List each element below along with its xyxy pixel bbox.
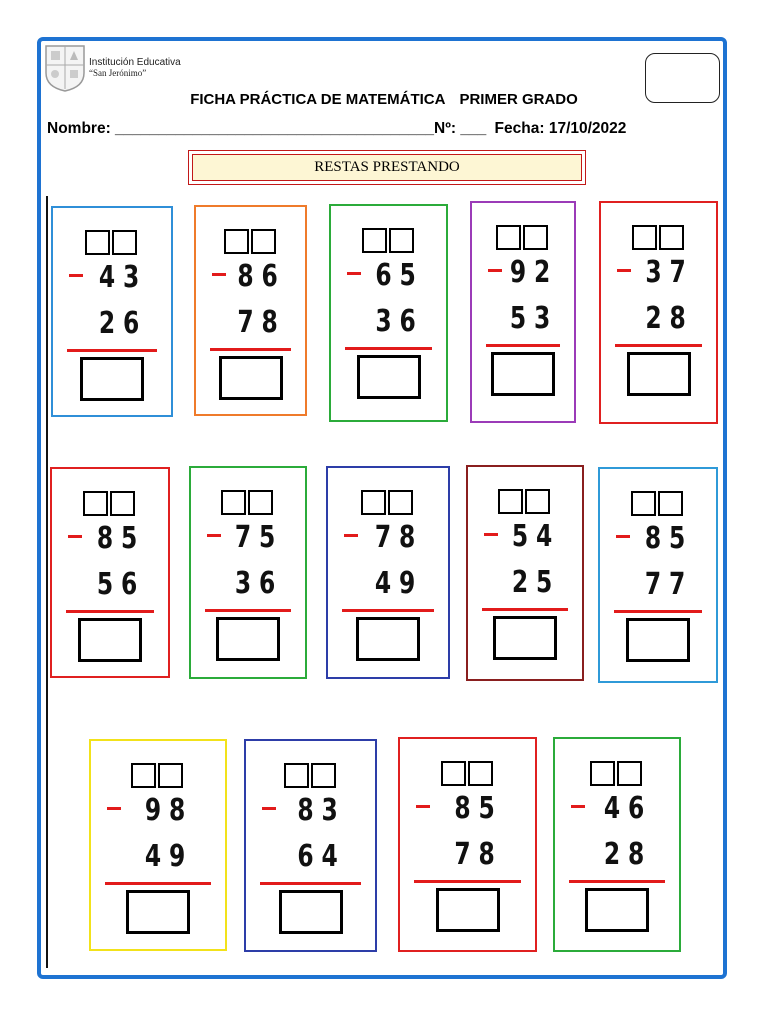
borrow-box[interactable] bbox=[224, 229, 249, 254]
borrow-box[interactable] bbox=[496, 225, 521, 250]
borrow-box[interactable] bbox=[362, 228, 387, 253]
minus-sign-icon bbox=[69, 274, 83, 277]
minuend: 85 bbox=[96, 521, 146, 556]
answer-box[interactable] bbox=[585, 888, 649, 932]
worksheet-subtitle: RESTAS PRESTANDO bbox=[192, 154, 582, 181]
borrow-boxes bbox=[361, 490, 415, 515]
borrow-box[interactable] bbox=[158, 763, 183, 788]
borrow-box[interactable] bbox=[284, 763, 309, 788]
subtrahend: 28 bbox=[645, 301, 694, 336]
borrow-box[interactable] bbox=[248, 490, 273, 515]
borrow-box[interactable] bbox=[389, 228, 414, 253]
borrow-box[interactable] bbox=[631, 491, 656, 516]
minus-sign-icon bbox=[344, 534, 358, 537]
subtrahend: 49 bbox=[374, 566, 424, 601]
subtrahend: 28 bbox=[603, 837, 653, 872]
borrow-box[interactable] bbox=[251, 229, 276, 254]
answer-box[interactable] bbox=[219, 356, 283, 400]
borrow-box[interactable] bbox=[617, 761, 642, 786]
borrow-box[interactable] bbox=[658, 491, 683, 516]
subtrahend: 77 bbox=[644, 567, 694, 602]
exercise-card bbox=[599, 201, 718, 424]
date-label: Fecha: bbox=[494, 120, 545, 137]
subtrahend: 36 bbox=[234, 566, 284, 601]
answer-box[interactable] bbox=[627, 352, 691, 396]
answer-box[interactable] bbox=[78, 618, 142, 662]
subtrahend: 49 bbox=[144, 839, 194, 874]
minuend: 83 bbox=[297, 793, 346, 828]
borrow-box[interactable] bbox=[85, 230, 110, 255]
exercise-card bbox=[51, 206, 173, 417]
borrow-boxes bbox=[221, 490, 275, 515]
subtrahend: 56 bbox=[96, 567, 146, 602]
result-line bbox=[260, 882, 361, 885]
subtrahend: 78 bbox=[237, 305, 286, 340]
borrow-boxes bbox=[83, 491, 137, 516]
result-line bbox=[342, 609, 434, 612]
answer-box[interactable] bbox=[356, 617, 420, 661]
minus-sign-icon bbox=[416, 805, 430, 808]
borrow-box[interactable] bbox=[525, 489, 550, 514]
grade-text: PRIMER GRADO bbox=[459, 91, 578, 108]
answer-box[interactable] bbox=[436, 888, 500, 932]
borrow-box[interactable] bbox=[441, 761, 466, 786]
minuend: 46 bbox=[603, 791, 653, 826]
exercise-card bbox=[470, 201, 576, 423]
name-label: Nombre: bbox=[47, 120, 111, 137]
exercise-card bbox=[326, 466, 450, 679]
borrow-boxes bbox=[362, 228, 416, 253]
answer-box[interactable] bbox=[279, 890, 343, 934]
borrow-boxes bbox=[498, 489, 552, 514]
exercise-card bbox=[89, 739, 227, 951]
minus-sign-icon bbox=[68, 535, 82, 538]
minuend: 43 bbox=[98, 260, 148, 295]
exercise-card bbox=[553, 737, 681, 952]
title-text: FICHA PRÁCTICA DE MATEMÁTICA bbox=[190, 91, 446, 108]
borrow-box[interactable] bbox=[361, 490, 386, 515]
student-info-line bbox=[47, 120, 727, 138]
minuend: 75 bbox=[234, 520, 284, 555]
borrow-box[interactable] bbox=[110, 491, 135, 516]
borrow-boxes bbox=[85, 230, 139, 255]
minuend: 86 bbox=[237, 259, 286, 294]
minuend: 85 bbox=[644, 521, 694, 556]
margin-rule bbox=[46, 196, 48, 968]
exercise-card bbox=[189, 466, 307, 679]
exercise-card bbox=[598, 467, 718, 683]
number-label: Nº: bbox=[434, 120, 457, 137]
minus-sign-icon bbox=[207, 534, 221, 537]
exercise-card bbox=[466, 465, 584, 681]
subtrahend: 36 bbox=[375, 304, 424, 339]
borrow-boxes bbox=[441, 761, 495, 786]
number-field[interactable]: ___ bbox=[460, 120, 487, 137]
result-line bbox=[614, 610, 702, 613]
minus-sign-icon bbox=[212, 273, 226, 276]
borrow-boxes bbox=[496, 225, 550, 250]
institution-name bbox=[89, 57, 181, 79]
answer-box[interactable] bbox=[126, 890, 190, 934]
borrow-boxes bbox=[284, 763, 338, 788]
borrow-box[interactable] bbox=[221, 490, 246, 515]
result-line bbox=[67, 349, 157, 352]
borrow-box[interactable] bbox=[83, 491, 108, 516]
subtrahend: 64 bbox=[297, 839, 346, 874]
minuend: 78 bbox=[374, 520, 424, 555]
exercise-card bbox=[329, 204, 448, 422]
result-line bbox=[486, 344, 560, 347]
borrow-boxes bbox=[224, 229, 278, 254]
minuend: 85 bbox=[454, 791, 503, 826]
exercise-card bbox=[194, 205, 307, 416]
institution-line1: Institución Educativa bbox=[89, 57, 181, 68]
exercise-card bbox=[244, 739, 377, 952]
borrow-boxes bbox=[590, 761, 644, 786]
minus-sign-icon bbox=[262, 807, 276, 810]
exercise-card bbox=[50, 467, 170, 678]
borrow-box[interactable] bbox=[632, 225, 657, 250]
minuend: 37 bbox=[645, 255, 694, 290]
borrow-boxes bbox=[131, 763, 185, 788]
minus-sign-icon bbox=[107, 807, 121, 810]
page-title bbox=[0, 91, 768, 108]
minuend: 98 bbox=[144, 793, 194, 828]
exercise-card bbox=[398, 737, 537, 952]
minuend: 54 bbox=[511, 519, 561, 554]
minus-sign-icon bbox=[616, 535, 630, 538]
result-line bbox=[482, 608, 568, 611]
school-crest-icon bbox=[43, 43, 87, 93]
subtrahend: 26 bbox=[98, 306, 148, 341]
minus-sign-icon bbox=[571, 805, 585, 808]
borrow-box[interactable] bbox=[498, 489, 523, 514]
minuend: 92 bbox=[509, 255, 559, 290]
date-value: 17/10/2022 bbox=[548, 120, 627, 137]
answer-box[interactable] bbox=[216, 617, 280, 661]
subtrahend: 53 bbox=[509, 301, 559, 336]
borrow-box[interactable] bbox=[112, 230, 137, 255]
answer-box[interactable] bbox=[491, 352, 555, 396]
worksheet-subtitle-banner bbox=[188, 150, 586, 185]
subtrahend: 25 bbox=[511, 565, 561, 600]
minus-sign-icon bbox=[617, 269, 631, 272]
minus-sign-icon bbox=[488, 269, 502, 272]
minuend: 65 bbox=[375, 258, 424, 293]
name-field[interactable]: _____________________________________ bbox=[115, 120, 435, 137]
borrow-boxes bbox=[632, 225, 686, 250]
minus-sign-icon bbox=[484, 533, 498, 536]
institution-line2: “San Jerónimo” bbox=[89, 68, 147, 78]
result-line bbox=[66, 610, 154, 613]
borrow-box[interactable] bbox=[131, 763, 156, 788]
answer-box[interactable] bbox=[357, 355, 421, 399]
subtrahend: 78 bbox=[454, 837, 503, 872]
answer-box[interactable] bbox=[493, 616, 557, 660]
borrow-box[interactable] bbox=[388, 490, 413, 515]
result-line bbox=[205, 609, 291, 612]
result-line bbox=[615, 344, 702, 347]
borrow-box[interactable] bbox=[590, 761, 615, 786]
borrow-box[interactable] bbox=[311, 763, 336, 788]
borrow-box[interactable] bbox=[468, 761, 493, 786]
result-line bbox=[210, 348, 291, 351]
result-line bbox=[414, 880, 521, 883]
borrow-boxes bbox=[631, 491, 685, 516]
borrow-box[interactable] bbox=[659, 225, 684, 250]
minus-sign-icon bbox=[347, 272, 361, 275]
result-line bbox=[569, 880, 665, 883]
borrow-box[interactable] bbox=[523, 225, 548, 250]
result-line bbox=[105, 882, 211, 885]
answer-box[interactable] bbox=[80, 357, 144, 401]
answer-box[interactable] bbox=[626, 618, 690, 662]
result-line bbox=[345, 347, 432, 350]
